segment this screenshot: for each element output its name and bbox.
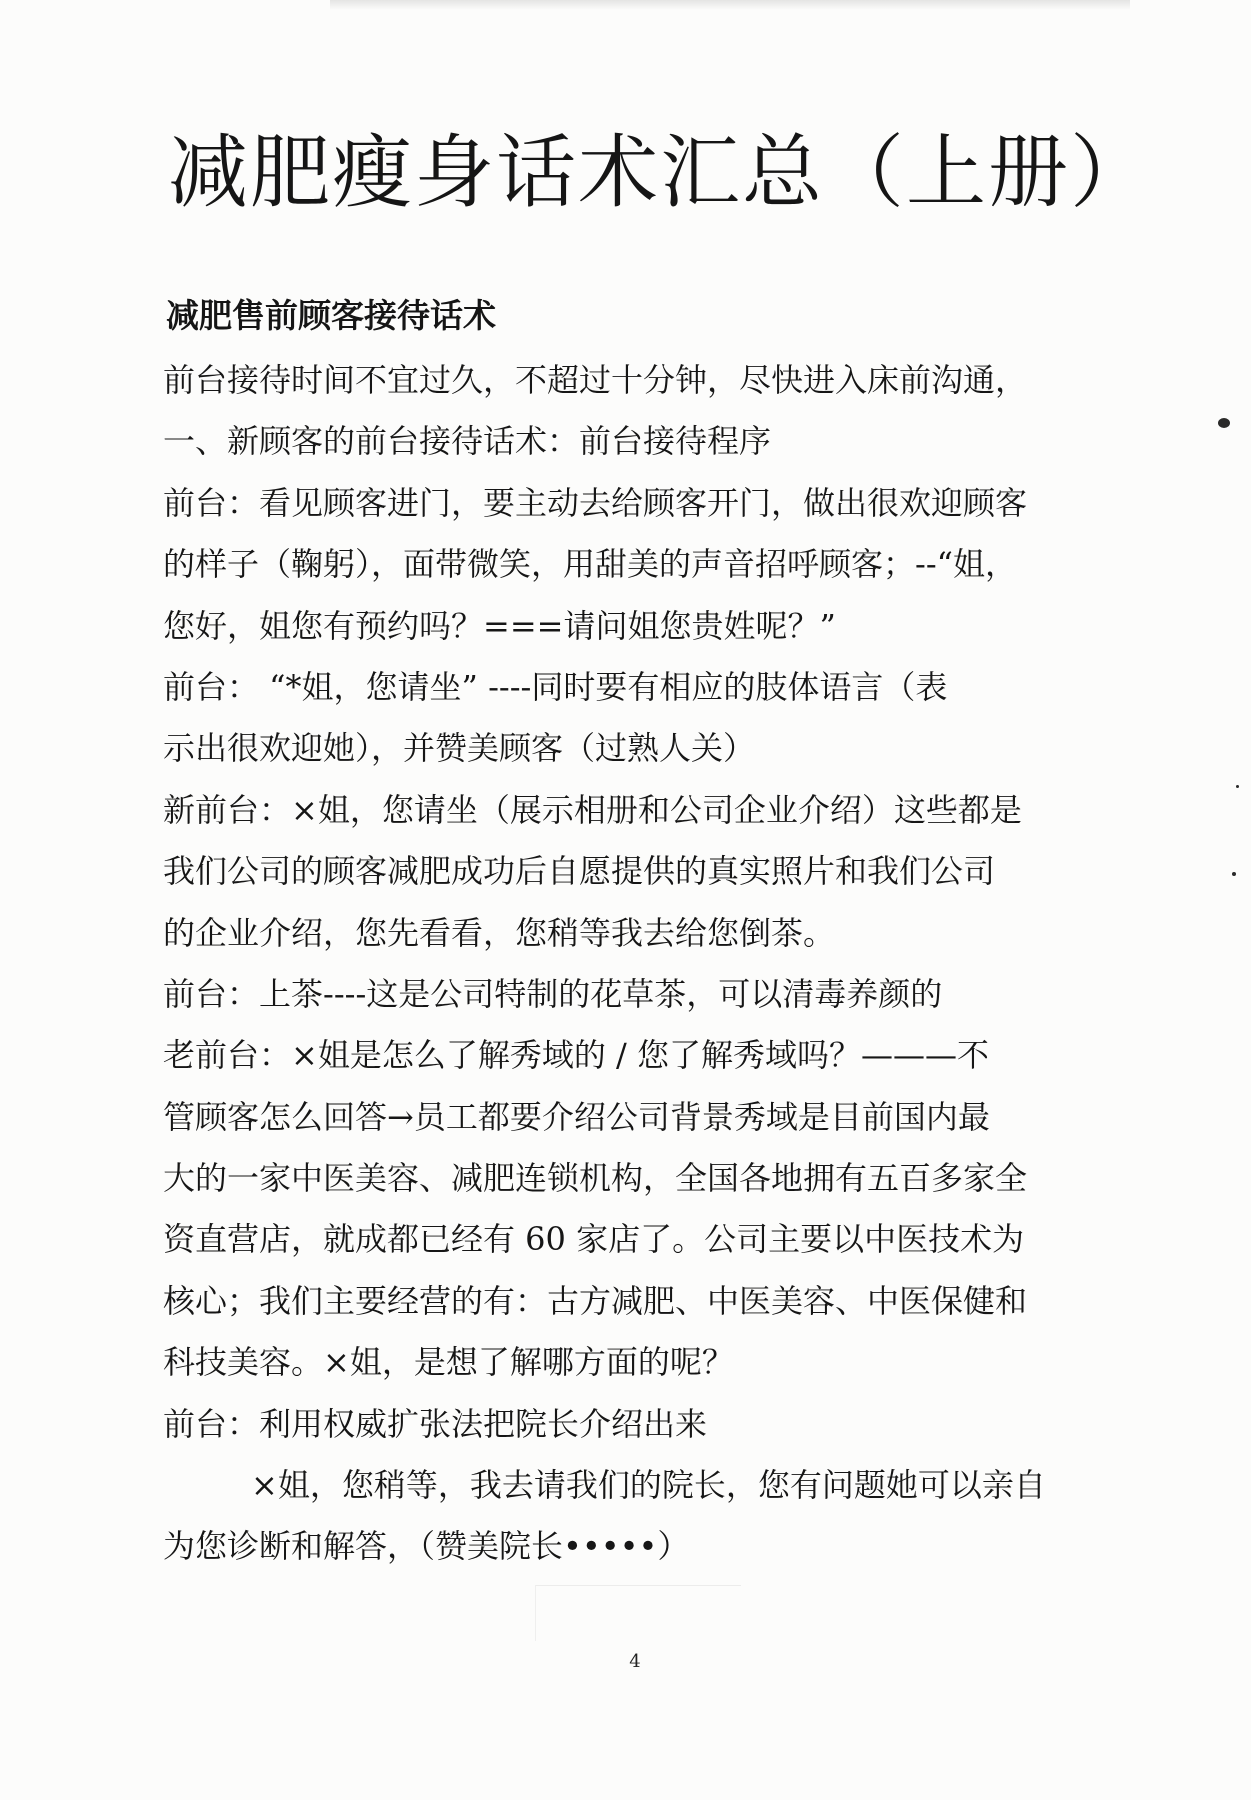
text-line: 我们公司的顾客减肥成功后自愿提供的真实照片和我们公司 (163, 852, 996, 891)
text-line: 的企业介绍，您先看看，您稍等我去给您倒茶。 (163, 913, 836, 952)
text-line: 为您诊断和解答，（赞美院长•••••） (163, 1527, 690, 1566)
body-text (163, 350, 1123, 1578)
text-line: ×姐，您稍等，我去请我们的院长，您有问题她可以亲自 (251, 1466, 1046, 1505)
text-line: 大的一家中医美容、减肥连锁机构，全国各地拥有五百多家全 (163, 1159, 1028, 1198)
scan-speck (1236, 785, 1239, 788)
text-line: 一、新顾客的前台接待话术：前台接待程序 (163, 422, 772, 461)
document-title: 减肥瘦身话术汇总（上册） (168, 126, 1152, 219)
text-line: 的样子（鞠躬），面带微笑，用甜美的声音招呼顾客；--“姐， (163, 545, 1017, 584)
scan-shadow (330, 0, 1130, 10)
text-line: 前台接待时间不宜过久，不超过十分钟，尽快进入床前沟通， (163, 361, 1028, 399)
text-line: 核心；我们主要经营的有：古方减肥、中医美容、中医保健和 (163, 1281, 1028, 1320)
text-line: 前台： “*姐，您请坐” ----同时要有相应的肢体语言（表 (163, 667, 948, 706)
text-line: 前台：利用权威扩张法把院长介绍出来 (163, 1404, 708, 1443)
text-line: 老前台：×姐是怎么了解秀域的 / 您了解秀域吗？———不 (163, 1036, 989, 1075)
text-line: 管顾客怎么回答→员工都要介绍公司背景秀域是目前国内最 (163, 1097, 990, 1136)
text-line: 科技美容。×姐，是想了解哪方面的呢？ (163, 1343, 734, 1382)
scan-speck (1218, 418, 1230, 428)
text-line: 前台：看见顾客进门，要主动去给顾客开门，做出很欢迎顾客 (163, 483, 1028, 522)
page-number: 4 (629, 1651, 641, 1672)
scan-speck (1232, 872, 1236, 876)
text-line: 前台：上茶----这是公司特制的花草茶，可以清毒养颜的 (163, 974, 943, 1013)
section-heading: 减肥售前顾客接待话术 (166, 296, 496, 335)
scan-artifact (535, 1585, 741, 1641)
text-line: 资直营店，就成都已经有 60 家店了。公司主要以中医技术为 (163, 1220, 1025, 1259)
text-line: 新前台：×姐，您请坐（展示相册和公司企业介绍）这些都是 (163, 790, 1022, 829)
text-line: 您好，姐您有预约吗？===请问姐您贵姓呢？” (163, 606, 836, 645)
text-line: 示出很欢迎她），并赞美顾客（过熟人关） (163, 729, 756, 768)
